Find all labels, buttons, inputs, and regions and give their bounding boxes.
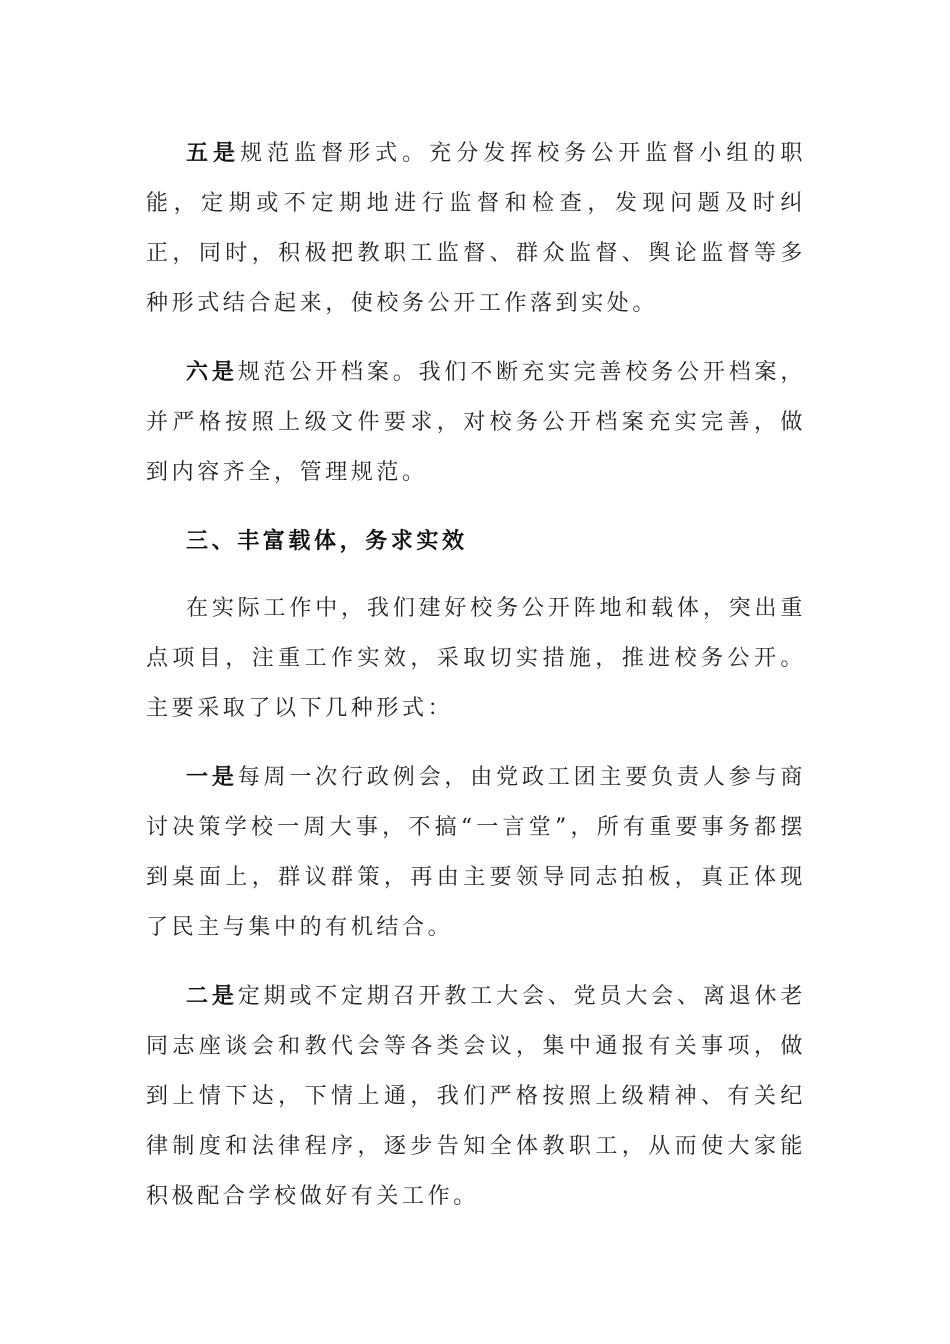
paragraph-lead: 五是 bbox=[186, 140, 241, 166]
paragraph-text: 规范监督形式。充分发挥校务公开监督小组的职能，定期或不定期地进行监督和检查，发现问题及时纠正，同时，积极把教职工监督、群众监督、舆论监督等多种形式结合起来，使校务公开工作落到实处。 bbox=[146, 141, 807, 316]
item-text: 定期或不定期召开教工大会、党员大会、离退休老同志座谈会和教代会等各类会议，集中通报有关事项，做到上情下达，下情上通，我们严格按照上级精神、有关纪律制度和法律程序，逐步告知全体教职工，从而使大家能积极配合学校做好有关工作。 bbox=[146, 984, 806, 1209]
document-body bbox=[146, 128, 806, 1240]
list-item-2 bbox=[146, 971, 806, 1222]
list-item-1 bbox=[146, 752, 806, 953]
item-lead: 一是 bbox=[186, 764, 238, 790]
paragraph-text: 规范公开档案。我们不断充实完善校务公开档案，并严格按照上级文件要求，对校务公开档案充实完善，做到内容齐全，管理规范。 bbox=[146, 360, 806, 485]
item-lead: 二是 bbox=[186, 983, 238, 1009]
paragraph-item-6 bbox=[146, 347, 806, 498]
paragraph-lead: 六是 bbox=[186, 359, 238, 385]
item-text: 每周一次行政例会，由党政工团主要负责人参与商讨决策学校一周大事，不搞“一言堂”，所有重要事务都摆到桌面上，群议群策，再由主要领导同志拍板，真正体现了民主与集中的有机结合。 bbox=[146, 765, 806, 940]
paragraph-item-5 bbox=[146, 128, 806, 329]
intro-paragraph: 在实际工作中，我们建好校务公开阵地和载体，突出重点项目，注重工作实效，采取切实措施，推进校务公开。主要采取了以下几种形式： bbox=[146, 596, 806, 721]
section-heading: 三、丰富载体，务求实效 bbox=[186, 528, 468, 554]
